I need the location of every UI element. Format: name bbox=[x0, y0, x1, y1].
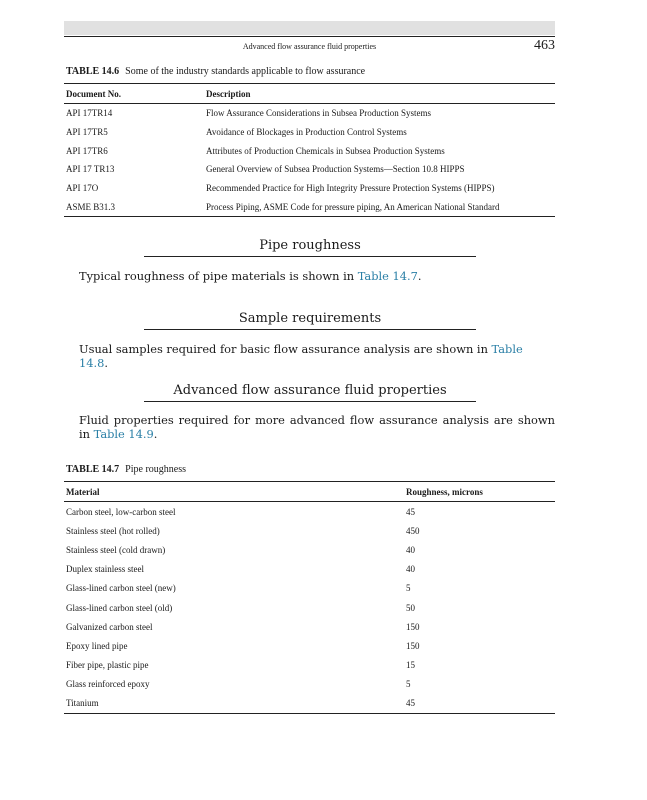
description-cell: Avoidance of Blockages in Production Control Systems bbox=[206, 127, 407, 138]
table-row bbox=[64, 521, 555, 540]
table-row bbox=[64, 197, 555, 216]
roughness-cell: 40 bbox=[406, 564, 415, 575]
table-header-row bbox=[64, 84, 555, 104]
document-no-cell: ASME B31.3 bbox=[64, 197, 204, 216]
roughness-cell: 15 bbox=[406, 660, 415, 671]
column-header-roughness: Roughness, microns bbox=[404, 482, 555, 502]
table-14-6-title: Some of the industry standards applicable to flow assurance bbox=[125, 66, 366, 77]
header-shade-bar bbox=[64, 21, 555, 35]
roughness-cell: 40 bbox=[406, 544, 415, 555]
page-number: 463 bbox=[534, 38, 555, 53]
description-cell: Recommended Practice for High Integrity Pressure Protection Systems (HIPPS) bbox=[206, 183, 495, 194]
material-cell: Duplex stainless steel bbox=[66, 564, 144, 575]
paragraph-sample-requirements bbox=[64, 342, 555, 370]
table-14-9-link[interactable]: Table 14.9 bbox=[93, 427, 154, 441]
section-heading-pipe-roughness: Pipe roughness bbox=[144, 238, 476, 257]
roughness-cell: 45 bbox=[406, 506, 415, 517]
roughness-cell: 50 bbox=[406, 602, 415, 613]
table-row bbox=[64, 656, 555, 675]
table-row bbox=[64, 502, 555, 522]
roughness-cell: 150 bbox=[406, 621, 420, 632]
table-14-7-caption bbox=[66, 464, 186, 475]
column-header-material: Material bbox=[64, 482, 404, 502]
table-14-7-label: TABLE 14.7 bbox=[66, 464, 120, 475]
paragraph-pipe-roughness bbox=[64, 269, 555, 283]
table-row bbox=[64, 617, 555, 636]
material-cell: Glass-lined carbon steel (new) bbox=[66, 583, 176, 594]
document-no-cell: API 17O bbox=[66, 183, 99, 194]
table-row bbox=[64, 123, 555, 142]
paragraph-text-end: . bbox=[417, 269, 422, 283]
roughness-cell: 450 bbox=[406, 525, 420, 536]
table-row bbox=[64, 179, 555, 198]
table-header-row bbox=[64, 482, 555, 502]
material-cell: Stainless steel (cold drawn) bbox=[66, 544, 166, 555]
roughness-cell: 45 bbox=[404, 694, 555, 714]
description-cell: Process Piping, ASME Code for pressure piping, An American National Standard bbox=[204, 197, 555, 216]
material-cell: Fiber pipe, plastic pipe bbox=[66, 660, 149, 671]
table-14-7-title: Pipe roughness bbox=[125, 464, 187, 475]
column-header-description: Description bbox=[204, 84, 555, 104]
paragraph-text-end: . bbox=[153, 427, 158, 441]
paragraph-text: Fluid properties required for more advanced flow assurance analysis are shown in bbox=[79, 413, 555, 441]
material-cell: Glass reinforced epoxy bbox=[66, 679, 150, 690]
table-14-7-link[interactable]: Table 14.7 bbox=[357, 269, 418, 283]
roughness-cell: 5 bbox=[406, 583, 411, 594]
column-header-document-no: Document No. bbox=[64, 84, 204, 104]
table-row bbox=[64, 598, 555, 617]
table-row bbox=[64, 636, 555, 655]
material-cell: Stainless steel (hot rolled) bbox=[66, 525, 160, 536]
section-heading-sample-requirements: Sample requirements bbox=[144, 311, 476, 330]
paragraph-text: Usual samples required for basic flow assurance analysis are shown in bbox=[79, 342, 492, 356]
document-no-cell: API 17TR6 bbox=[66, 145, 108, 156]
table-row bbox=[64, 141, 555, 160]
document-no-cell: API 17TR14 bbox=[66, 108, 113, 119]
description-cell: Attributes of Production Chemicals in Subsea Production Systems bbox=[206, 145, 445, 156]
material-cell: Carbon steel, low-carbon steel bbox=[66, 506, 176, 517]
roughness-cell: 5 bbox=[406, 679, 411, 690]
table-row bbox=[64, 160, 555, 179]
table-14-6 bbox=[64, 83, 555, 217]
document-no-cell: API 17 TR13 bbox=[66, 164, 115, 175]
table-row bbox=[64, 104, 555, 123]
table-row bbox=[64, 579, 555, 598]
table-row bbox=[64, 560, 555, 579]
table-row bbox=[64, 694, 555, 714]
paragraph-text: Typical roughness of pipe materials is shown in bbox=[79, 269, 358, 283]
document-no-cell: API 17TR5 bbox=[66, 127, 108, 138]
material-cell: Glass-lined carbon steel (old) bbox=[66, 602, 173, 613]
roughness-cell: 150 bbox=[406, 640, 420, 651]
description-cell: Flow Assurance Considerations in Subsea Production Systems bbox=[206, 108, 431, 119]
table-14-8-link[interactable]: Table 14.8 bbox=[79, 342, 523, 370]
section-heading-advanced-properties: Advanced flow assurance fluid properties bbox=[144, 383, 476, 402]
table-14-6-label: TABLE 14.6 bbox=[66, 66, 120, 77]
table-row bbox=[64, 540, 555, 559]
running-title: Advanced flow assurance fluid properties bbox=[242, 42, 377, 51]
table-row bbox=[64, 675, 555, 694]
material-cell: Galvanized carbon steel bbox=[66, 621, 153, 632]
material-cell: Titanium bbox=[64, 694, 404, 714]
description-cell: General Overview of Subsea Production Systems—Section 10.8 HIPPS bbox=[206, 164, 465, 175]
table-14-6-caption bbox=[66, 66, 365, 77]
material-cell: Epoxy lined pipe bbox=[66, 640, 128, 651]
table-14-7 bbox=[64, 481, 555, 714]
paragraph-text-end: . bbox=[104, 356, 108, 370]
paragraph-advanced-properties bbox=[64, 413, 555, 441]
running-head bbox=[64, 36, 555, 57]
